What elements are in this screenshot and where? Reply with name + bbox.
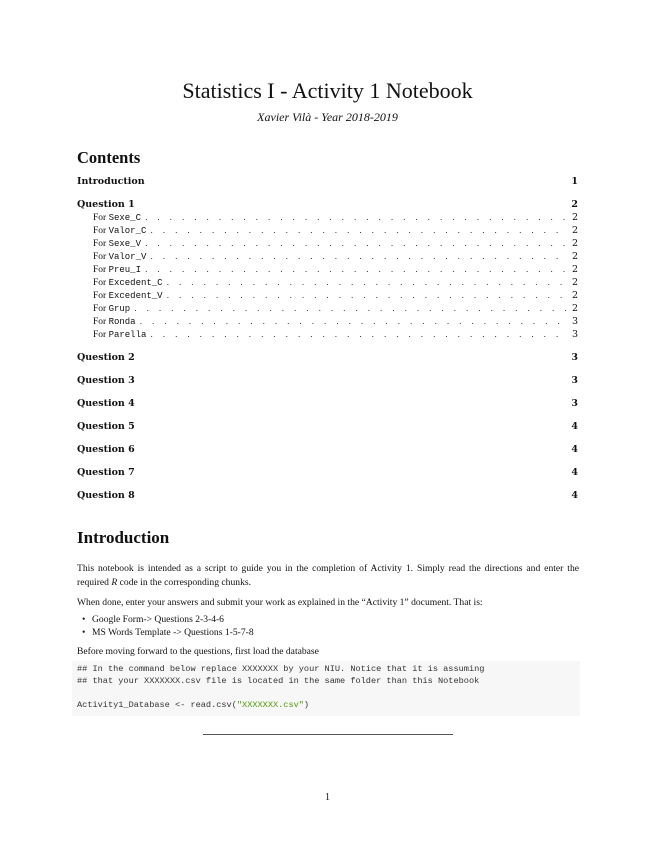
toc-entry-label: For Ronda: [93, 317, 136, 327]
toc-entry-label: For Valor_V: [93, 252, 147, 262]
toc-entry-label: Question 4: [77, 398, 135, 409]
toc-leader-dots: [150, 250, 566, 263]
toc-leader-dots: [167, 289, 566, 302]
document-title: Statistics I - Activity 1 Notebook: [182, 78, 473, 103]
toc-subentry[interactable]: [77, 315, 578, 328]
intro-paragraph-1: This notebook is intended as a script to guide you in the completion of Activity 1. Simply read the directions and enter the required R code in the corresponding chunks.: [77, 563, 579, 588]
toc-subentry[interactable]: [77, 328, 578, 341]
toc-subentry[interactable]: [77, 250, 578, 263]
introduction-heading: Introduction: [77, 528, 170, 547]
table-of-contents: [77, 175, 578, 502]
toc-variable-name: Valor_C: [108, 226, 147, 236]
toc-variable-name: Sexe_C: [108, 213, 141, 223]
toc-page-number: 2: [571, 303, 578, 314]
toc-entry-label: Question 6: [77, 444, 135, 455]
toc-entry[interactable]: [77, 443, 578, 456]
toc-entry-label: For Excedent_C: [93, 278, 163, 288]
submission-list: [92, 613, 254, 639]
document-author: Xavier Vilà - Year 2018-2019: [257, 110, 398, 124]
toc-entry-label: Introduction: [77, 176, 145, 187]
toc-entry[interactable]: [77, 374, 578, 387]
toc-leader-dots: [145, 211, 566, 224]
toc-page-number: 2: [571, 251, 578, 262]
toc-leader-dots: [134, 302, 566, 315]
toc-leader-dots: [145, 263, 566, 276]
toc-subentry[interactable]: [77, 224, 578, 237]
code-string: "XXXXXXX.csv": [236, 700, 304, 710]
intro-paragraph-2: When done, enter your answers and submit your work as explained in the “Activity 1” document. That is:: [77, 597, 483, 608]
toc-leader-dots: [150, 328, 566, 341]
toc-page-number: 2: [571, 238, 578, 249]
toc-page-number: 2: [571, 290, 578, 301]
toc-entry-label: For Parella: [93, 330, 147, 340]
toc-entry-label: For Sexe_C: [93, 213, 141, 223]
toc-subentry[interactable]: [77, 276, 578, 289]
toc-entry-label: For Excedent_V: [93, 291, 163, 301]
toc-page-number: 3: [571, 316, 578, 327]
toc-page-number: 2: [571, 199, 578, 210]
toc-variable-name: Excedent_C: [108, 278, 163, 288]
toc-page-number: 2: [571, 277, 578, 288]
toc-page-number: 3: [571, 329, 578, 340]
toc-page-number: 1: [571, 176, 578, 187]
toc-variable-name: Parella: [108, 330, 147, 340]
contents-heading: Contents: [77, 148, 141, 167]
toc-subentry[interactable]: [77, 263, 578, 276]
toc-variable-name: Excedent_V: [108, 291, 163, 301]
toc-leader-dots: [145, 237, 566, 250]
toc-entry-label: For Valor_C: [93, 226, 147, 236]
code-comment-line: ## In the command below replace XXXXXXX by your NIU. Notice that it is assuming: [77, 664, 485, 674]
horizontal-rule: [203, 734, 453, 735]
page-number: 1: [325, 792, 330, 803]
toc-entry[interactable]: [77, 466, 578, 479]
toc-page-number: 4: [571, 467, 578, 478]
toc-entry[interactable]: [77, 420, 578, 433]
toc-variable-name: Grup: [108, 304, 131, 314]
toc-leader-dots: [140, 315, 566, 328]
toc-page-number: 2: [571, 264, 578, 275]
code-chunk: [72, 661, 580, 716]
toc-entry[interactable]: [77, 175, 578, 188]
toc-entry[interactable]: [77, 351, 578, 364]
toc-leader-dots: [150, 224, 566, 237]
toc-page-number: 4: [571, 421, 578, 432]
r-language-name: R: [111, 576, 118, 588]
toc-page-number: 4: [571, 444, 578, 455]
toc-leader-dots: [167, 276, 566, 289]
toc-subentry[interactable]: [77, 302, 578, 315]
toc-subentry[interactable]: [77, 211, 578, 224]
toc-entry[interactable]: [77, 489, 578, 502]
toc-variable-name: Preu_I: [108, 265, 141, 275]
toc-entry[interactable]: [77, 198, 578, 211]
toc-entry-label: Question 8: [77, 490, 135, 501]
toc-page-number: 3: [571, 352, 578, 363]
toc-variable-name: Ronda: [108, 317, 136, 327]
code-blank-line: [77, 687, 575, 699]
intro-paragraph-3: Before moving forward to the questions, first load the database: [77, 646, 319, 657]
toc-variable-name: Sexe_V: [108, 239, 141, 249]
toc-entry-label: Question 2: [77, 352, 135, 363]
code-comment-line: ## that your XXXXXXX.csv file is located in the same folder than this Notebook: [77, 676, 480, 686]
list-item: • MS Words Template -> Questions 1-5-7-8: [92, 626, 254, 639]
toc-entry-label: Question 1: [77, 199, 135, 210]
toc-page-number: 2: [571, 225, 578, 236]
toc-entry-label: For Preu_I: [93, 265, 141, 275]
toc-entry-label: For Sexe_V: [93, 239, 141, 249]
toc-page-number: 3: [571, 398, 578, 409]
toc-entry-label: Question 7: [77, 467, 135, 478]
toc-variable-name: Valor_V: [108, 252, 147, 262]
toc-entry-label: Question 3: [77, 375, 135, 386]
toc-entry[interactable]: [77, 397, 578, 410]
toc-entry-label: For Grup: [93, 304, 131, 314]
code-statement-line: Activity1_Database <- read.csv("XXXXXXX.csv"): [77, 700, 310, 710]
toc-subentry[interactable]: [77, 289, 578, 302]
toc-page-number: 2: [571, 212, 578, 223]
toc-entry-label: Question 5: [77, 421, 135, 432]
list-item: • Google Form-> Questions 2-3-4-6: [92, 613, 254, 626]
toc-subentry[interactable]: [77, 237, 578, 250]
toc-page-number: 3: [571, 375, 578, 386]
toc-page-number: 4: [571, 490, 578, 501]
